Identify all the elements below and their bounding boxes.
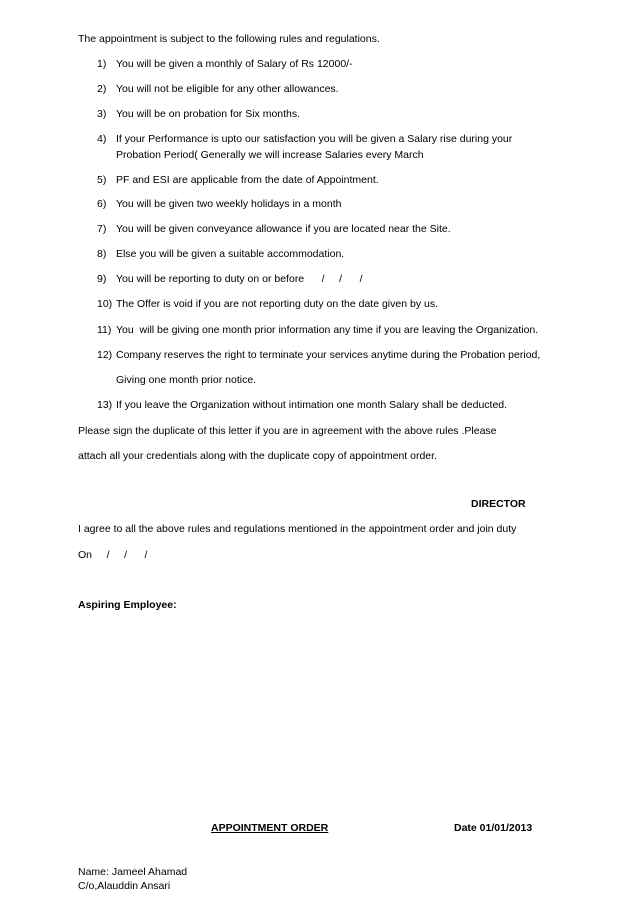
rule-text: PF and ESI are applicable from the date of Appointment. [116, 174, 379, 186]
rule-text-continued: Probation Period( Generally we will increase Salaries every March [116, 149, 424, 161]
rule-text: You will not be eligible for any other allowances. [116, 83, 339, 95]
rule-number: 7) [97, 223, 107, 235]
order-date: Date 01/01/2013 [454, 822, 533, 834]
rule-number: 6) [97, 198, 107, 210]
rule-number: 1) [97, 58, 107, 70]
rule-text: If your Performance is upto our satisfaction you will be given a Salary rise during your [116, 133, 513, 145]
rule-text: The Offer is void if you are not reporting duty on the date given by us. [116, 298, 438, 310]
rule-number: 2) [97, 83, 107, 95]
rule-text: Company reserves the right to terminate your services anytime during the Probation period, [116, 349, 541, 361]
rule-text: You will be given a monthly of Salary of Rs 12000/- [116, 58, 353, 70]
agreement-text: I agree to all the above rules and regulations mentioned in the appointment order and join duty [78, 523, 517, 535]
rule-number: 10) [97, 298, 113, 310]
rule-number: 11) [97, 324, 112, 336]
rule-number: 12) [97, 349, 113, 361]
rule-text: You will be reporting to duty on or before / / / [116, 273, 363, 285]
rule-number: 5) [97, 174, 107, 186]
rule-text: You will be given conveyance allowance if you are located near the Site. [116, 223, 451, 235]
sign-instruction-line1: Please sign the duplicate of this letter if you are in agreement with the above rules .Please [78, 425, 497, 437]
rule-text: Else you will be given a suitable accommodation. [116, 248, 345, 260]
rule-text: If you leave the Organization without intimation one month Salary shall be deducted. [116, 399, 508, 411]
employee-name: Name: Jameel Ahamad [78, 866, 188, 878]
rule-number: 9) [97, 273, 107, 285]
sign-instruction-line2: attach all your credentials along with the duplicate copy of appointment order. [78, 450, 437, 462]
director-label: DIRECTOR [471, 498, 526, 510]
join-date-line: On / / / [78, 549, 148, 561]
rule-number: 3) [97, 108, 107, 120]
appointment-order-title: APPOINTMENT ORDER [211, 822, 329, 834]
rule-text: You will be giving one month prior information any time if you are leaving the Organization. [116, 324, 539, 336]
rule-number: 4) [97, 133, 107, 145]
rule-number: 8) [97, 248, 107, 260]
intro-text: The appointment is subject to the following rules and regulations. [78, 33, 380, 45]
rule-text: You will be on probation for Six months. [116, 108, 301, 120]
aspiring-employee-label: Aspiring Employee: [78, 599, 177, 611]
rule-text-continued: Giving one month prior notice. [116, 374, 257, 386]
rule-number: 13) [97, 399, 113, 411]
rule-text: You will be given two weekly holidays in a month [116, 198, 342, 210]
care-of-line: C/o,Alauddin Ansari [78, 880, 171, 892]
